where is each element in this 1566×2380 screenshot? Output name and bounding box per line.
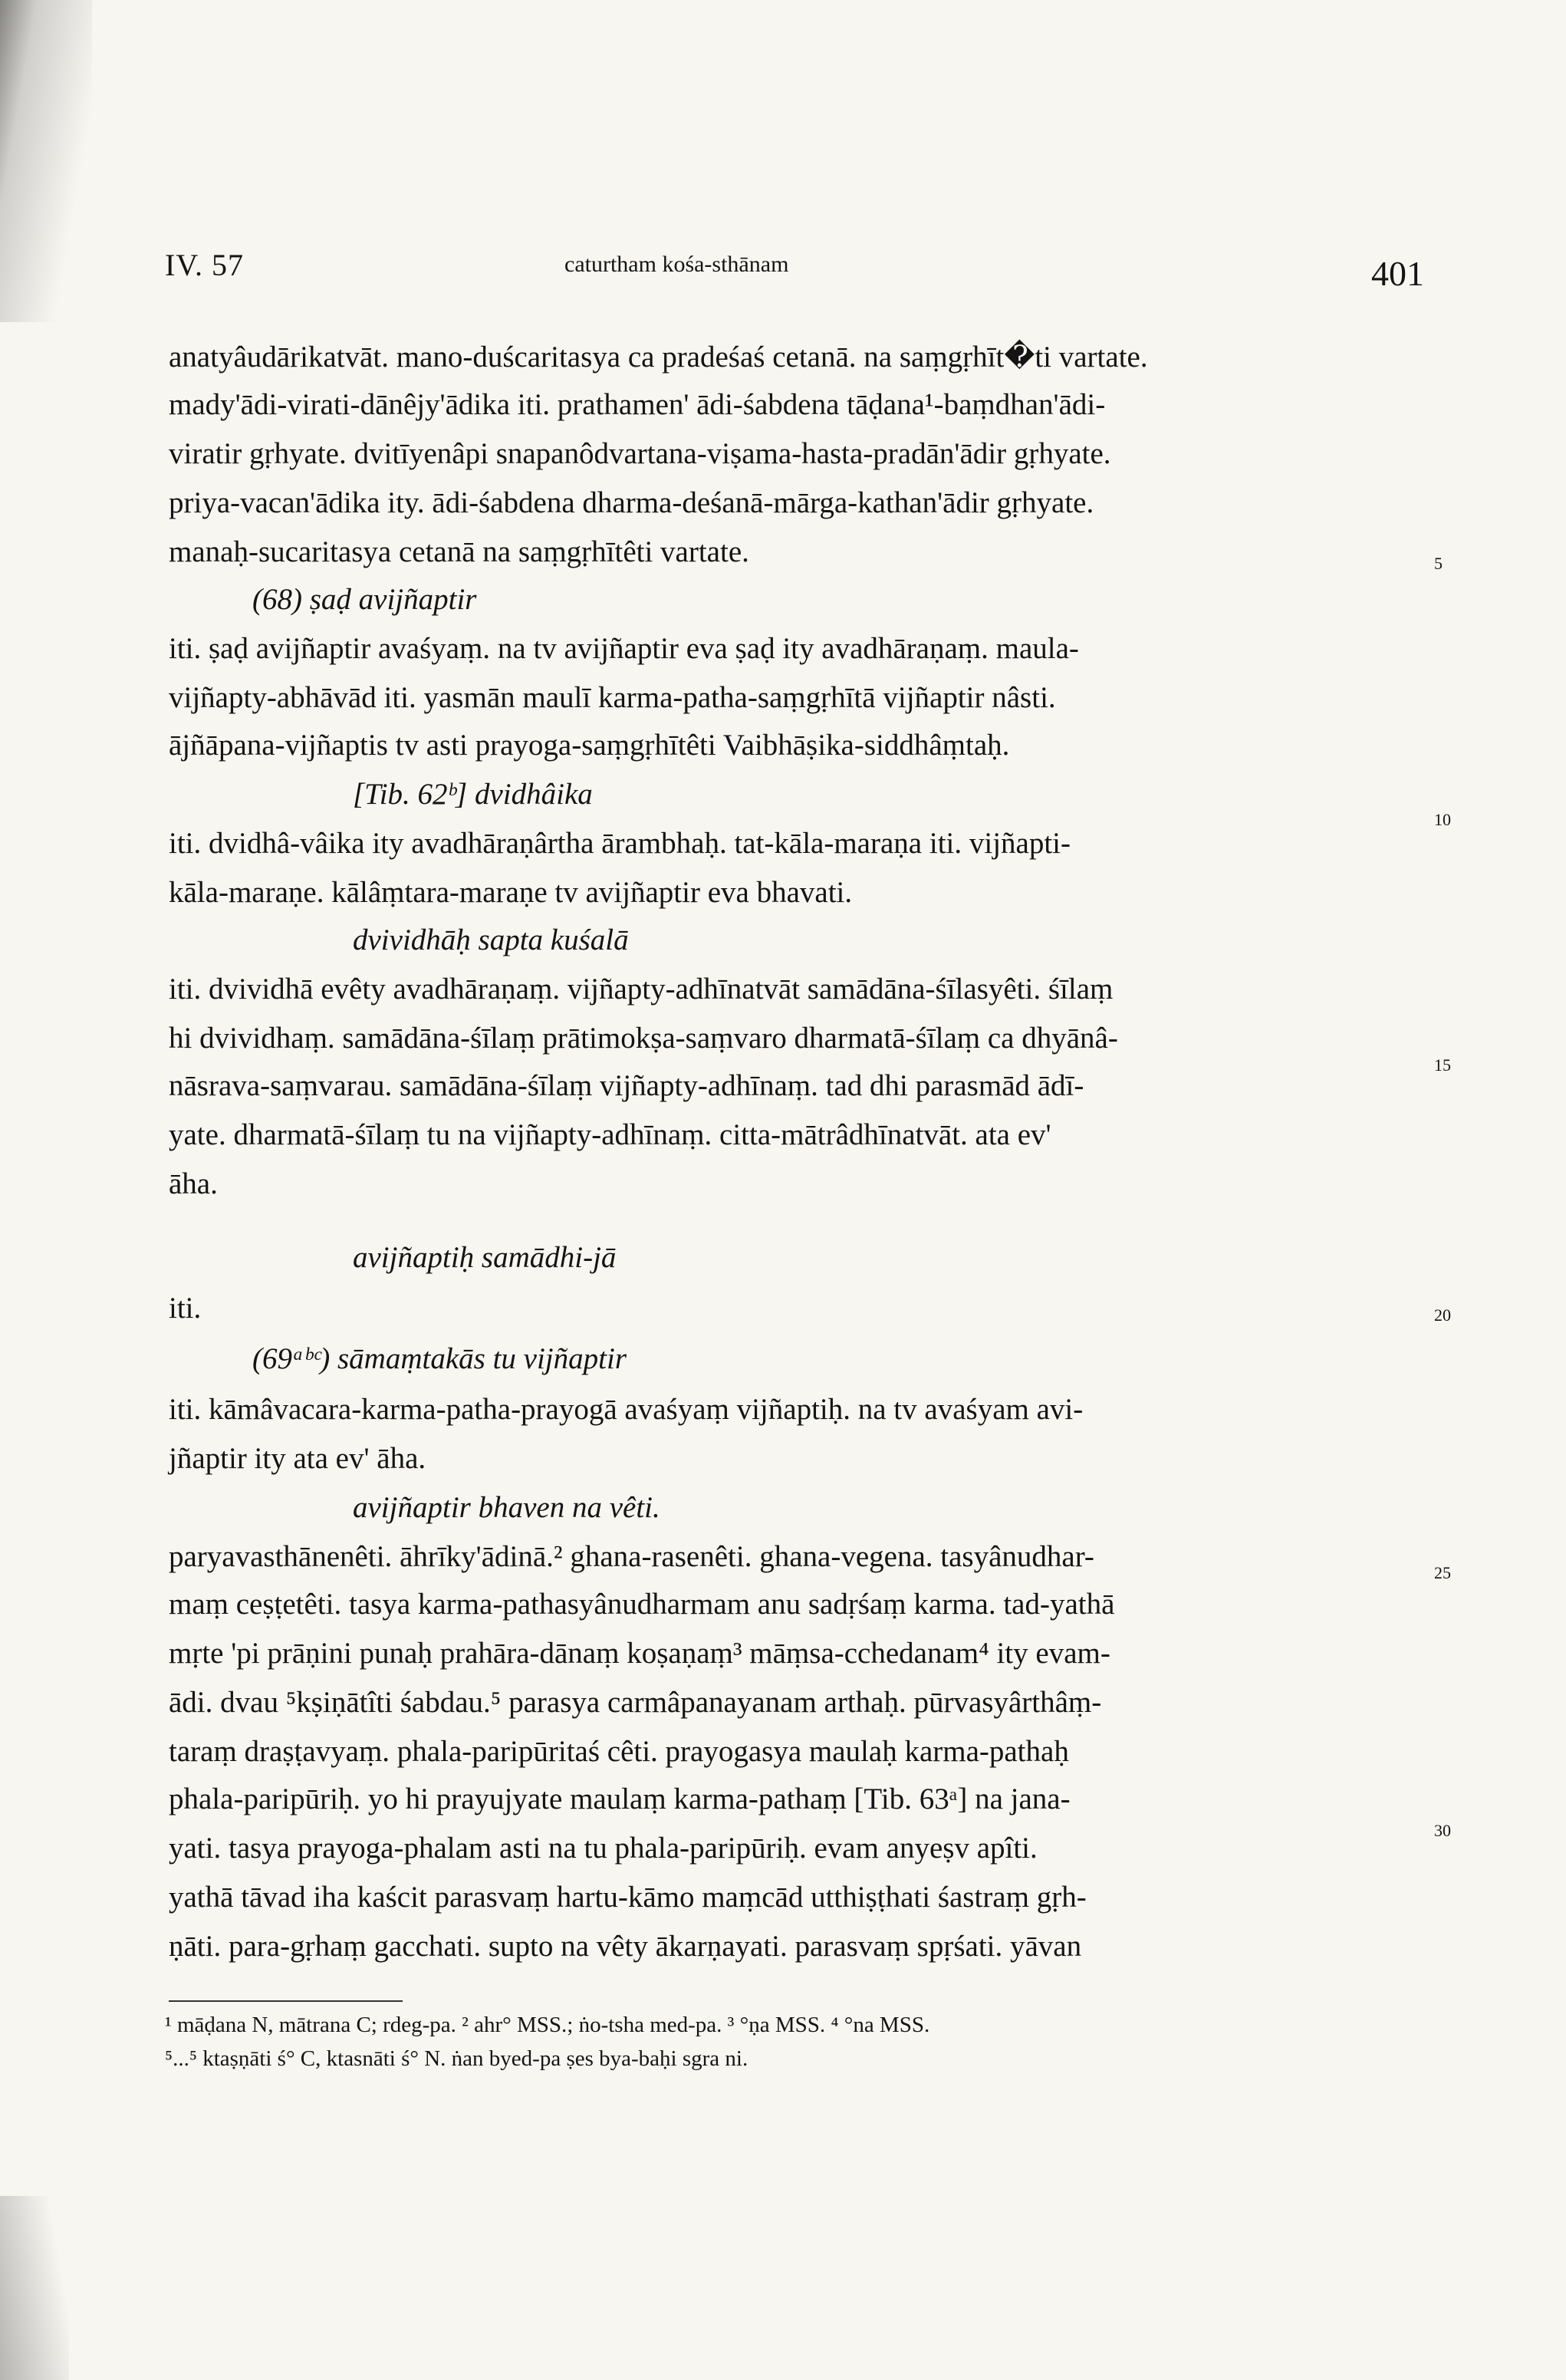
footnote-rule — [169, 2000, 403, 2002]
verse-line: [Tib. 62ᵇ] dvidhâika — [353, 778, 593, 811]
text-line: ādi. dvau ⁵kṣiṇātîti śabdau.⁵ parasya carmâpanayanam arthaḥ. pūrvasyârthâṃ- — [169, 1686, 1102, 1719]
text-line: mṛte 'pi prāṇini punaḥ prahāra-dānaṃ koṣaṇaṃ³ māṃsa-cchedanam⁴ ity evam- — [169, 1637, 1110, 1670]
text-line: taraṃ draṣṭavyaṃ. phala-paripūritaś cêti. prayogasya maulaḥ karma-pathaḥ — [169, 1735, 1069, 1768]
verse-line: avijñaptir bhaven na vêti. — [353, 1491, 660, 1524]
text-line: phala-paripūriḥ. yo hi prayujyate maulaṃ karma-pathaṃ [Tib. 63ᵃ] na jana- — [169, 1783, 1071, 1815]
text-line: mady'ādi-virati-dānêjy'ādika iti. prathamen' ādi-śabdena tāḍana¹-baṃdhan'ādi- — [169, 388, 1106, 421]
verse-line: avijñaptiḥ samādhi-jā — [353, 1241, 617, 1274]
verse-line: (68) ṣaḍ avijñaptir — [252, 583, 477, 616]
text-line: āha. — [169, 1167, 218, 1200]
text-line: yati. tasya prayoga-phalam asti na tu phala-paripūriḥ. evam anyeṣv apîti. — [169, 1832, 1038, 1865]
line-number: 20 — [1434, 1305, 1451, 1325]
line-number: 15 — [1434, 1055, 1451, 1075]
text-line: kāla-maraṇe. kālâṃtara-maraṇe tv avijñaptir eva bhavati. — [169, 876, 853, 909]
text-line: hi dvividhaṃ. samādāna-śīlaṃ prātimokṣa-saṃvaro dharmatā-śīlaṃ ca dhyānâ- — [169, 1022, 1118, 1055]
text-line: iti. kāmâvacara-karma-patha-prayogā avaśyaṃ vijñaptiḥ. na tv avaśyam avi- — [169, 1393, 1084, 1426]
verse-line: dvividhāḥ sapta kuśalā — [353, 923, 629, 956]
text-line: ājñāpana-vijñaptis tv asti prayoga-saṃgṛhītêti Vaibhāṣika-siddhâṃtaḥ. — [169, 729, 1010, 762]
section-reference: IV. 57 — [165, 248, 245, 282]
text-line: vijñapty-abhāvād iti. yasmān maulī karma-patha-saṃgṛhītā vijñaptir nâsti. — [169, 681, 1056, 714]
text-line: maṃ ceṣṭetêti. tasya karma-pathasyânudharmam anu sadṛśaṃ karma. tad-yathā — [169, 1588, 1115, 1621]
text-line: iti. dvidhâ-vâika ity avadhāraṇârtha ārambhaḥ. tat-kāla-maraṇa iti. vijñapti- — [169, 827, 1071, 860]
text-line: iti. ṣaḍ avijñaptir avaśyaṃ. na tv avijñaptir eva ṣaḍ ity avadhāraṇaṃ. maula- — [169, 632, 1079, 665]
footnote: ⁵...⁵ ktaṣṇāti ś° C, ktasnāti ś° N. ṅan byed-pa ṣes bya-baḥi sgra ni. — [165, 2046, 748, 2071]
text-line: iti. — [169, 1292, 202, 1325]
text-line: jñaptir ity ata ev' āha. — [169, 1442, 426, 1475]
line-number: 25 — [1434, 1563, 1451, 1582]
text-line: priya-vacan'ādika ity. ādi-śabdena dharma-deśanā-mārga-kathan'ādir gṛhyate. — [169, 486, 1094, 519]
page-number: 401 — [1371, 254, 1424, 293]
footnote: ¹ māḍana N, mātrana C; rdeg-pa. ² ahr° MSS.; ṅo-tsha med-pa. ³ °ṇa MSS. ⁴ °na MSS. — [165, 2013, 930, 2037]
verse-line: (69ᵃᵇᶜ) sāmaṃtakās tu vijñaptir — [252, 1342, 627, 1375]
text-line: yate. dharmatā-śīlaṃ tu na vijñapty-adhīnaṃ. citta-mātrâdhīnatvāt. ata ev' — [169, 1118, 1051, 1151]
line-number: 10 — [1434, 810, 1451, 829]
text-line: anatyâudārikatvāt. mano-duścaritasya ca pradeśaś cetanā. na saṃgṛhīt�ti vartate. — [169, 341, 1148, 374]
running-title: caturtham kośa-sthānam — [564, 252, 789, 277]
line-number: 30 — [1434, 1821, 1451, 1840]
text-line: nāsrava-saṃvarau. samādāna-śīlaṃ vijñapty-adhīnaṃ. tad dhi parasmād ādī- — [169, 1069, 1084, 1102]
text-line: paryavasthānenêti. āhrīky'ādinā.² ghana-rasenêti. ghana-vegena. tasyânudhar- — [169, 1540, 1094, 1573]
text-line: manaḥ-sucaritasya cetanā na saṃgṛhītêti vartate. — [169, 535, 749, 568]
text-line: yathā tāvad iha kaścit parasvaṃ hartu-kāmo maṃcād utthiṣṭhati śastraṃ gṛh- — [169, 1881, 1087, 1914]
text-line: iti. dvividhā evêty avadhāraṇaṃ. vijñapty-adhīnatvāt samādāna-śīlasyêti. śīlaṃ — [169, 973, 1114, 1006]
text-line: viratir gṛhyate. dvitīyenâpi snapanôdvartana-viṣama-hasta-pradān'ādir gṛhyate. — [169, 437, 1111, 470]
text-line: ṇāti. para-gṛhaṃ gacchati. supto na vêty ākarṇayati. parasvaṃ spṛśati. yāvan — [169, 1930, 1082, 1963]
line-number: 5 — [1434, 554, 1443, 573]
